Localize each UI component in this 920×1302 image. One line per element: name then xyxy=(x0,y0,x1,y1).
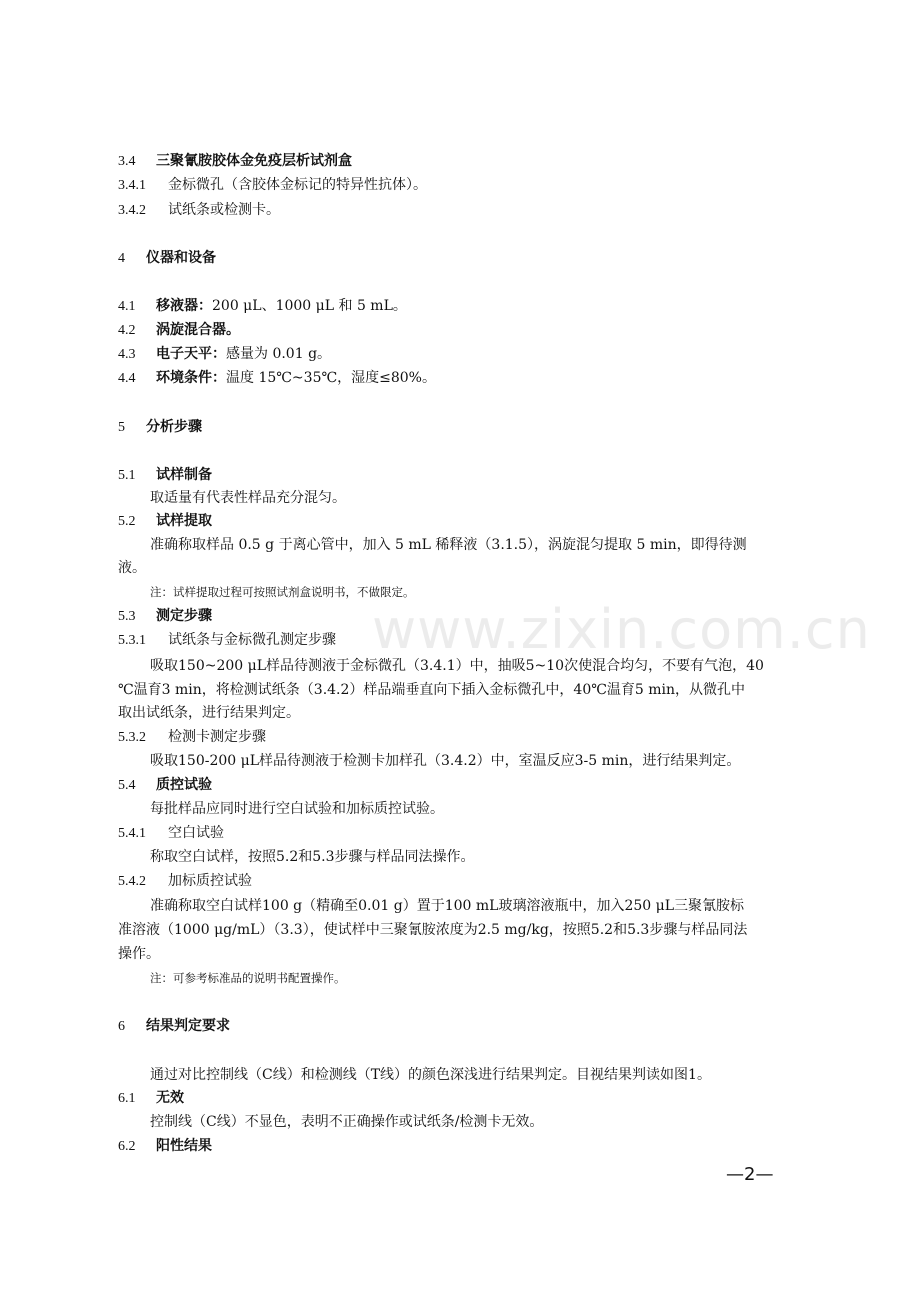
paragraph-continuation: 准溶液（1000 μg/mL）（3.3），使试样中三聚氰胺浓度为2.5 mg/kg，按照5.2和5.3步骤与样品同法 xyxy=(118,922,748,938)
watermark: www.zixin.com.cn xyxy=(372,598,871,661)
item-4-2: 4.2 涡旋混合器。 xyxy=(118,322,240,338)
item-5-4-1: 5.4.1 空白试验 xyxy=(118,825,224,841)
paragraph: 通过对比控制线（C线）和检测线（T线）的颜色深浅进行结果判定。目视结果判读如图1。 xyxy=(150,1067,711,1083)
paragraph: 准确称取样品 0.5 g 于离心管中，加入 5 mL 稀释液（3.1.5），涡旋混匀提取 5 min，即得待测 xyxy=(150,537,747,553)
section-heading-5: 5 分析步骤 xyxy=(118,419,202,435)
section-heading-5-1: 5.1 试样制备 xyxy=(118,467,212,483)
item-5-3-2: 5.3.2 检测卡测定步骤 xyxy=(118,729,266,745)
paragraph-continuation: 操作。 xyxy=(118,946,160,962)
paragraph: 吸取150~200 μL样品待测液于金标微孔（3.4.1）中，抽吸5~10次使混合均匀，不要有气泡，40 xyxy=(150,658,764,674)
item-3-4-1: 3.4.1 金标微孔（含胶体金标记的特异性抗体）。 xyxy=(118,177,427,193)
section-heading-5-2: 5.2 试样提取 xyxy=(118,513,212,529)
paragraph: 控制线（C线）不显色，表明不正确操作或试纸条/检测卡无效。 xyxy=(150,1114,544,1130)
paragraph-continuation: 取出试纸条，进行结果判定。 xyxy=(118,705,300,721)
section-heading-6-2: 6.2 阳性结果 xyxy=(118,1138,212,1154)
paragraph-continuation: ℃温育3 min，将检测试纸条（3.4.2）样品端垂直向下插入金标微孔中，40℃温育5 min，从微孔中 xyxy=(118,682,746,698)
note: 注：可参考标准品的说明书配置操作。 xyxy=(150,971,346,985)
page-number: —2— xyxy=(726,1164,774,1185)
item-3-4-2: 3.4.2 试纸条或检测卡。 xyxy=(118,202,280,218)
section-heading-5-4: 5.4 质控试验 xyxy=(118,777,212,793)
paragraph: 称取空白试样，按照5.2和5.3步骤与样品同法操作。 xyxy=(150,849,475,865)
paragraph-continuation: 液。 xyxy=(118,560,146,576)
section-heading-6: 6 结果判定要求 xyxy=(118,1018,230,1034)
paragraph: 每批样品应同时进行空白试验和加标质控试验。 xyxy=(150,801,444,817)
paragraph: 取适量有代表性样品充分混匀。 xyxy=(150,490,346,506)
item-5-3-1: 5.3.1 试纸条与金标微孔测定步骤 xyxy=(118,632,336,648)
paragraph: 吸取150-200 μL样品待测液于检测卡加样孔（3.4.2）中，室温反应3-5 min，进行结果判定。 xyxy=(150,753,741,769)
item-4-1: 4.1 移液器：200 μL、1000 μL 和 5 mL。 xyxy=(118,298,407,314)
section-heading-5-3: 5.3 测定步骤 xyxy=(118,608,212,624)
item-4-4: 4.4 环境条件：温度 15℃~35℃，湿度≤80%。 xyxy=(118,370,436,386)
paragraph: 准确称取空白试样100 g（精确至0.01 g）置于100 mL玻璃溶液瓶中，加入250 μL三聚氰胺标 xyxy=(150,898,745,914)
section-heading-3-4: 3.4 三聚氰胺胶体金免疫层析试剂盒 xyxy=(118,153,352,169)
section-heading-4: 4 仪器和设备 xyxy=(118,250,216,266)
note: 注：试样提取过程可按照试剂盒说明书，不做限定。 xyxy=(150,585,415,599)
section-heading-6-1: 6.1 无效 xyxy=(118,1090,184,1106)
item-5-4-2: 5.4.2 加标质控试验 xyxy=(118,873,252,889)
item-4-3: 4.3 电子天平：感量为 0.01 g。 xyxy=(118,346,332,362)
